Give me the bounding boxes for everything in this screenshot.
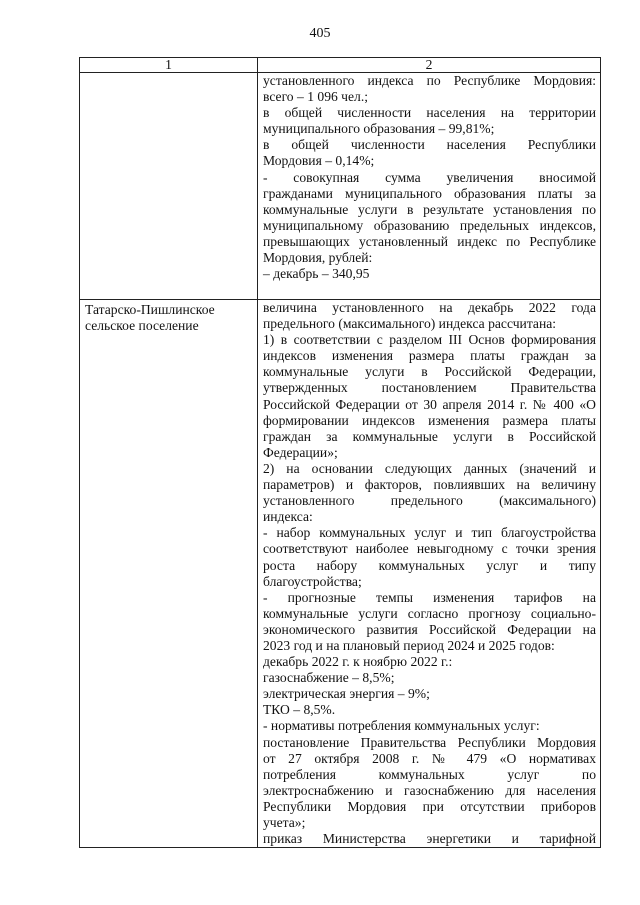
text-line: Мордовия, рублей: — [263, 250, 373, 266]
page-number: 405 — [309, 26, 331, 41]
text-line: 1) в соответствии с разделом III Основ формирования — [263, 332, 596, 348]
municipality-name-line: сельское поселение — [85, 318, 199, 334]
text-line: электроснабжению и газоснабжению для населения — [263, 782, 596, 798]
text-line: декабрь 2022 г. к ноябрю 2022 г.: — [263, 654, 453, 670]
text-line: коммунальные услуги согласно прогнозу социально- — [263, 605, 596, 621]
text-line: в общей численности населения на территории — [263, 105, 596, 121]
text-line: 2) на основании следующих данных (значений и — [263, 460, 596, 476]
text-line: Российской Федерации от 30 апреля 2014 г. № 400 «О — [263, 396, 596, 412]
text-line: граждан за коммунальные услуги в Российской — [263, 428, 596, 444]
text-line: индексов изменения размера платы граждан за — [263, 348, 596, 364]
municipality-cell — [80, 73, 258, 300]
text-line: формировании индексов изменения размера платы — [263, 412, 596, 428]
text-line: соответствуют наиболее невыгодному с точки зрения — [263, 541, 596, 557]
text-line: от 27 октября 2008 г. № 479 «О нормативах — [263, 750, 596, 766]
text-line: 2023 год и на плановый период 2024 и 2025 годов: — [263, 637, 555, 653]
text-line: коммунальные услуги в результате установления по — [263, 201, 596, 217]
column-header-1: 1 — [80, 58, 258, 73]
table-row — [80, 73, 601, 300]
text-line: предельного (максимального) индекса рассчитана: — [263, 316, 557, 332]
text-line: – декабрь – 340,95 — [263, 266, 370, 282]
text-line: благоустройства; — [263, 573, 362, 589]
description-cell — [258, 73, 601, 300]
text-line: Мордовия – 0,14%; — [263, 153, 375, 169]
text-line: муниципальному образованию предельных индексов, — [263, 217, 596, 233]
text-line: всего – 1 096 чел.; — [263, 89, 369, 105]
text-line: гражданами муниципального образования платы за — [263, 185, 596, 201]
text-line: величина установленного на декабрь 2022 года — [263, 300, 596, 315]
table-header-row — [80, 58, 601, 73]
text-line: - совокупная сумма увеличения вносимой — [263, 169, 596, 185]
document-table — [79, 57, 601, 848]
column-header-2: 2 — [258, 58, 601, 73]
text-line: индекса: — [263, 509, 313, 525]
text-line: потребления коммунальных услуг по — [263, 766, 596, 782]
text-line: в общей численности населения Республики — [263, 137, 596, 153]
text-line: установленного индекса по Республике Мордовия: — [263, 73, 596, 88]
text-line: Республики Мордовия при отсутствии приборов — [263, 798, 596, 814]
text-line: экономического развития Российской Федерации на — [263, 621, 596, 637]
municipality-cell — [80, 300, 258, 848]
text-line: роста набору коммунальных услуг и типу — [263, 557, 596, 573]
text-line: учета»; — [263, 815, 306, 830]
text-line: электрическая энергия – 9%; — [263, 686, 430, 702]
text-line: Федерации»; — [263, 444, 338, 460]
municipality-name-line: Татарско-Пишлинское — [85, 302, 215, 317]
text-line: постановление Правительства Республики Мордовия — [263, 734, 596, 750]
text-line: превышающих установленный индекс по Республике — [263, 233, 596, 249]
text-line: муниципального образования – 99,81%; — [263, 121, 495, 137]
text-line: параметров) и факторов, повлиявших на величину — [263, 477, 596, 493]
text-line: приказ Министерства энергетики и тарифной — [263, 831, 596, 847]
table-row — [80, 300, 601, 848]
text-line: - нормативы потребления коммунальных услуг: — [263, 718, 540, 734]
text-line: коммунальные услуги в Российской Федерации, — [263, 364, 596, 380]
text-line: утвержденных постановлением Правительства — [263, 380, 596, 396]
text-line: ТКО – 8,5%. — [263, 702, 336, 718]
text-line: - набор коммунальных услуг и тип благоустройства — [263, 525, 596, 541]
text-line: газоснабжение – 8,5%; — [263, 670, 395, 686]
text-line: - прогнозные темпы изменения тарифов на — [263, 589, 596, 605]
text-line: установленного предельного (максимального) — [263, 493, 596, 509]
description-cell — [258, 300, 601, 848]
